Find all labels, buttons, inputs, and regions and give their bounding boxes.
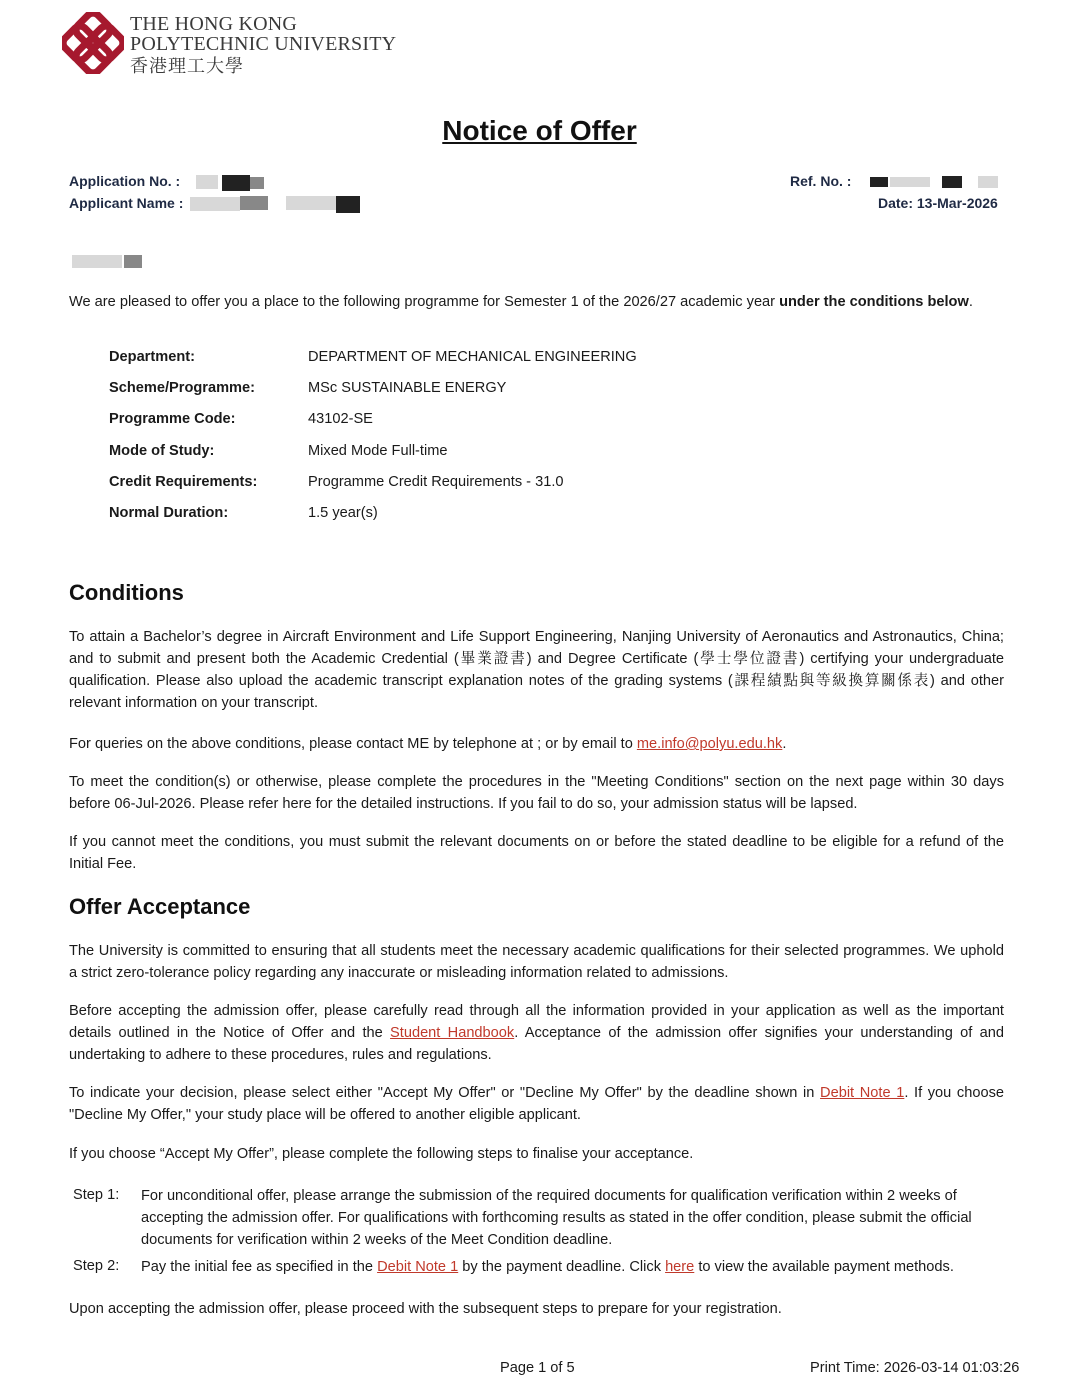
programme-row-value: MSc SUSTAINABLE ENERGY (308, 380, 507, 396)
programme-row-label: Department: (109, 349, 195, 365)
step-1-label: Step 1: (73, 1187, 120, 1203)
redaction-block (942, 176, 962, 188)
handbook-text-end: . Acceptance of the admission offer signifies your understanding of and undertaking to adhere to these procedures, rules and regulations. (69, 1025, 1004, 1063)
decision-text: To indicate your decision, please select either "Accept My Offer" or "Decline My Offer" by the deadline shown in (69, 1085, 821, 1101)
page-title: Notice of Offer (442, 115, 637, 146)
programme-row-value: Programme Credit Requirements - 31.0 (308, 474, 564, 490)
redaction-block (870, 177, 888, 187)
programme-row-label: Mode of Study: (109, 443, 215, 459)
print-time: Print Time: 2026-03-14 01:03:26 (810, 1360, 1020, 1376)
offer-acceptance-heading: Offer Acceptance (69, 894, 251, 919)
acceptance-policy-paragraph: The University is committed to ensuring that all students meet the necessary academic qualifications for their selected programmes. We uphold a strict zero-tolerance policy regarding any inaccurate or misleading information related to admissions. (69, 943, 1004, 981)
contact-end: . (782, 736, 787, 752)
step-2-text-c: to view the available payment methods. (694, 1259, 954, 1275)
programme-row-value: 1.5 year(s) (308, 505, 378, 521)
university-name-line1: THE HONG KONG (130, 13, 298, 35)
step-2-text (141, 1256, 991, 1278)
programme-row-label: Scheme/Programme: (109, 380, 255, 396)
conditions-deadline-paragraph: To meet the condition(s) or otherwise, please complete the procedures in the "Meeting Conditions" section on the next page within 30 days before 06-Jul-2026. Please refer here for the detailed instructions. If you fail to do so, your admission status will be lapsed. (69, 774, 1004, 812)
acceptance-decision-paragraph (69, 1082, 1004, 1126)
intro-end: . (968, 294, 973, 310)
redaction-block (196, 175, 218, 189)
contact-text: For queries on the above conditions, please contact ME by telephone at ; or by email to (69, 736, 637, 752)
debit-note-link[interactable]: Debit Note 1 (377, 1259, 459, 1275)
redaction-block (336, 196, 360, 213)
programme-row-value: DEPARTMENT OF MECHANICAL ENGINEERING (308, 349, 637, 365)
redaction-block (240, 196, 268, 210)
application-no-label: Application No. : (69, 173, 181, 189)
registration-paragraph: Upon accepting the admission offer, please proceed with the subsequent steps to prepare for your registration. (69, 1301, 782, 1317)
programme-row-label: Programme Code: (109, 411, 236, 427)
intro-bold-text: under the conditions below (779, 294, 969, 310)
decision-text-end: . If you choose "Decline My Offer," your study place will be offered to another eligible applicant. (69, 1085, 1004, 1123)
step-2-label: Step 2: (73, 1258, 120, 1274)
conditions-heading: Conditions (69, 580, 184, 605)
intro-text: We are pleased to offer you a place to the following programme for Semester 1 of the 2026/27 academic year (69, 294, 780, 310)
redaction-block (124, 255, 142, 268)
redaction-block (222, 175, 250, 191)
programme-row-value: Mixed Mode Full-time (308, 443, 448, 459)
student-handbook-link[interactable]: Student Handbook (390, 1025, 515, 1041)
conditions-contact-paragraph (69, 733, 1004, 755)
handbook-text: Before accepting the admission offer, please carefully read through all the information provided in your application as well as the important details outlined in the Notice of Offer and the (69, 1003, 1004, 1041)
redaction-block (286, 196, 336, 210)
redaction-block (890, 177, 930, 187)
redaction-block (250, 177, 264, 189)
applicant-name-label: Applicant Name : (69, 195, 184, 211)
programme-row-value: 43102-SE (308, 411, 373, 427)
step-1-text: For unconditional offer, please arrange the submission of the required documents for qualification verification within 2 weeks of accepting the admission offer. For qualifications with forthcoming results as stated in the offer condition, please submit the official documents for verification within 2 weeks of the Meet Condition deadline. (141, 1188, 972, 1248)
redaction-block (978, 176, 998, 188)
acceptance-handbook-paragraph (69, 1000, 1004, 1066)
redaction-block (72, 255, 122, 268)
programme-row-label: Normal Duration: (109, 505, 229, 521)
acceptance-steps-intro: If you choose “Accept My Offer”, please complete the following steps to finalise your acceptance. (69, 1146, 694, 1162)
page-number: Page 1 of 5 (500, 1360, 575, 1376)
programme-row-label: Credit Requirements: (109, 474, 258, 490)
university-name-line2: POLYTECHNIC UNIVERSITY (130, 33, 397, 55)
ref-no-label: Ref. No. : (790, 173, 852, 189)
email-link[interactable]: me.info@polyu.edu.hk (636, 736, 783, 752)
step-2-text-a: Pay the initial fee as specified in the (141, 1259, 378, 1275)
polyu-logo-icon (62, 12, 124, 74)
conditions-refund-paragraph: If you cannot meet the conditions, you must submit the relevant documents on or before the stated deadline to be eligible for a refund of the Initial Fee. (69, 834, 1004, 872)
conditions-paragraph: To attain a Bachelor’s degree in Aircraft Environment and Life Support Engineering, Nanjing University of Aeronautics and Astronautics, China; and to submit and present both the Academic Credential (畢業證書) and Degree Certificate (學士學位證書) certifying your undergraduate qualification. Please also upload the academic transcript explanation notes of the grading systems (課程績點與等級換算關係表) and other relevant information on your transcript. (69, 629, 1004, 711)
step-2-text-b: by the payment deadline. Click (458, 1259, 666, 1275)
offer-date: Date: 13-Mar-2026 (878, 195, 998, 211)
payment-methods-link[interactable]: here (665, 1259, 695, 1275)
university-name-chinese: 香港理工大學 (130, 56, 244, 76)
debit-note-link[interactable]: Debit Note 1 (820, 1085, 905, 1101)
redaction-block (190, 197, 240, 211)
intro-paragraph (69, 291, 1004, 313)
